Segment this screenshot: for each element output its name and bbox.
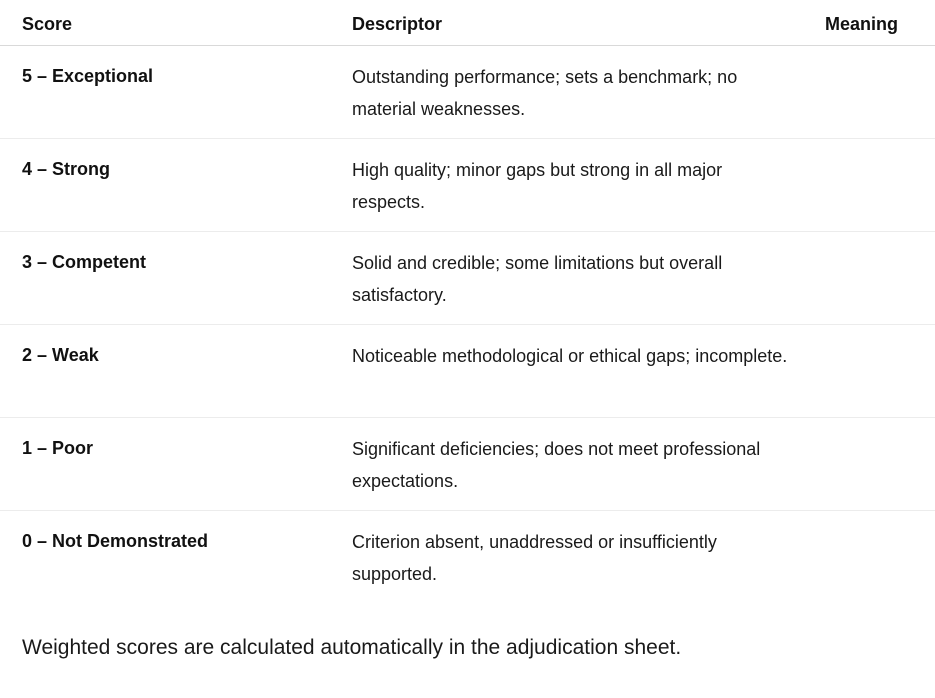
score-cell: 3 – Competent [22,252,147,272]
score-cell: 1 – Poor [22,438,94,458]
column-header-descriptor: Descriptor [352,14,443,34]
column-header-score: Score [22,14,73,34]
table-row [0,139,935,232]
table-row [0,511,935,603]
descriptor-cell: Solid and credible; some limitations but overall satisfactory. [352,253,723,305]
descriptor-cell: Significant deficiencies; does not meet professional expectations. [352,439,761,491]
descriptor-cell: Criterion absent, unaddressed or insufficiently supported. [352,532,717,584]
score-cell: 5 – Exceptional [22,66,154,86]
table-row [0,46,935,139]
table-row [0,418,935,511]
score-cell: 0 – Not Demonstrated [22,531,209,551]
score-cell: 4 – Strong [22,159,111,179]
footnote-text: Weighted scores are calculated automatically in the adjudication sheet. [22,636,682,659]
score-cell: 2 – Weak [22,345,99,365]
descriptor-cell: Noticeable methodological or ethical gaps; incomplete. [352,346,788,366]
descriptor-cell: High quality; minor gaps but strong in all major respects. [352,160,723,212]
table-header-row [0,0,935,46]
table-row [0,232,935,325]
descriptor-cell: Outstanding performance; sets a benchmark; no material weaknesses. [352,67,738,119]
column-header-meaning: Meaning [825,14,899,34]
table-row [0,325,935,418]
